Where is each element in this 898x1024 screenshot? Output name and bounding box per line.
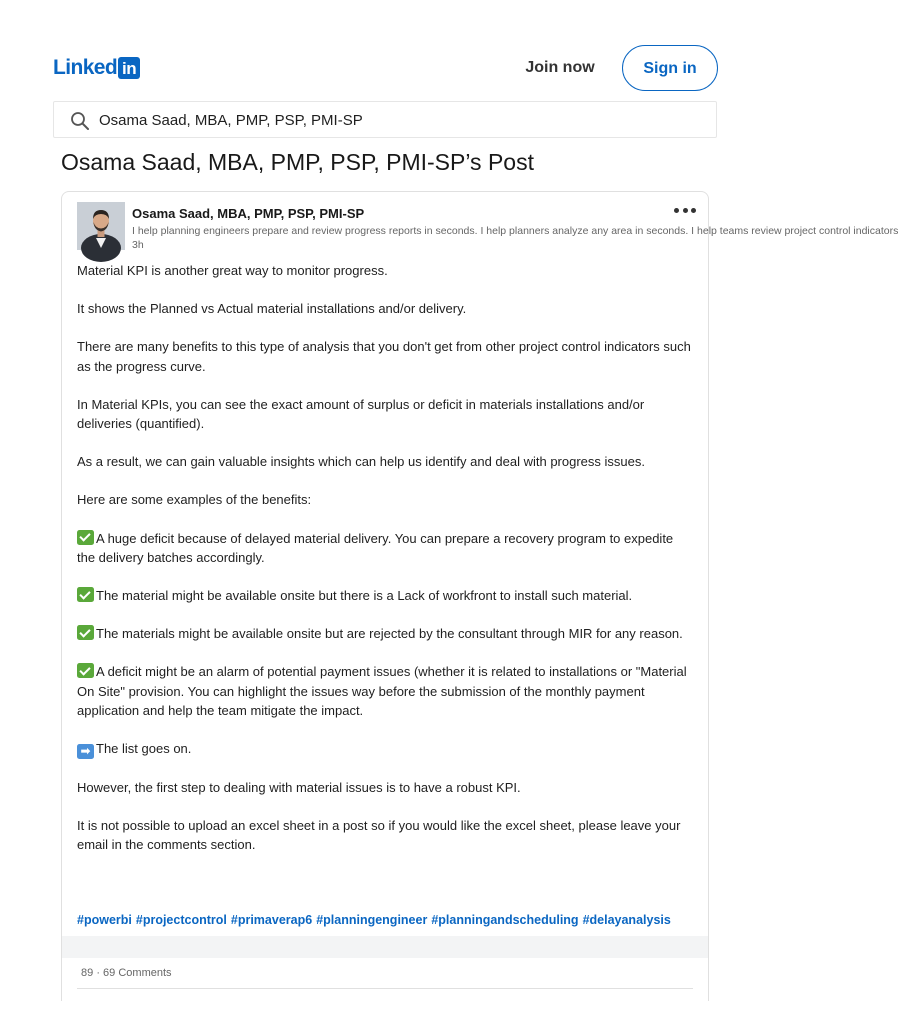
hashtag-link[interactable]: #primaverap6 (230, 913, 313, 927)
sign-in-button[interactable]: Sign in (622, 45, 718, 91)
count-separator: · (96, 967, 100, 979)
post-paragraph: Here are some examples of the benefits: (77, 492, 312, 508)
avatar[interactable] (77, 202, 125, 250)
search-bar[interactable] (53, 101, 717, 138)
hashtag-link[interactable]: #powerbi (77, 913, 132, 927)
avatar-photo (77, 202, 125, 250)
benefit-item (77, 662, 693, 720)
search-input-value[interactable]: Osama Saad, MBA, PMP, PSP, PMI-SP (99, 112, 363, 129)
search-icon (70, 111, 90, 131)
post-paragraph: However, the first step to dealing with material issues is to have a robust KPI. (77, 780, 521, 796)
check-mark-icon (77, 530, 94, 545)
post-body (77, 261, 693, 874)
page-title: Osama Saad, MBA, PMP, PSP, PMI-SP’s Post (61, 149, 534, 175)
post-timestamp: 3h (132, 239, 144, 251)
hashtag-link[interactable]: #delayanalysis (582, 913, 671, 927)
benefit-text: A deficit might be an alarm of potential payment issues (whether it is related to installations or "Material On Site" provision. You can highlight the issues way before the submission of the monthly payment application and help the team mitigate the impact. (77, 664, 687, 718)
benefit-item (77, 529, 693, 567)
divider (77, 988, 693, 989)
linkedin-logo[interactable] (53, 57, 140, 79)
logo-word: Linked (53, 56, 118, 79)
check-mark-icon (77, 663, 94, 678)
join-now-button[interactable]: Join now (514, 52, 606, 84)
social-counts (81, 966, 172, 980)
check-mark-icon (77, 587, 94, 602)
post-paragraph: As a result, we can gain valuable insights which can help us identify and deal with progress issues. (77, 454, 645, 470)
logo-in-box: in (118, 57, 140, 79)
benefit-item (77, 586, 693, 605)
top-nav (0, 0, 768, 100)
comment-count[interactable]: 69 Comments (103, 967, 172, 979)
hashtag-link[interactable]: #projectcontrol (135, 913, 227, 927)
more-dots-icon[interactable] (673, 202, 697, 218)
hashtag-link[interactable]: #planningandscheduling (431, 913, 579, 927)
post-author-name[interactable]: Osama Saad, MBA, PMP, PSP, PMI-SP (132, 206, 365, 221)
post-paragraph: There are many benefits to this type of analysis that you don't get from other project control indicators such as the progress curve. (77, 339, 691, 374)
post-paragraph: In Material KPIs, you can see the exact amount of surplus or deficit in materials installations and/or deliveries (quantified). (77, 396, 645, 432)
list-goes-on (77, 739, 693, 759)
hashtag-link[interactable]: #planningengineer (316, 913, 428, 927)
benefit-item (77, 624, 693, 643)
dot (674, 208, 679, 213)
hashtag-list (77, 912, 675, 929)
dot (683, 208, 688, 213)
benefit-text: The material might be available onsite but there is a Lack of workfront to install such material. (96, 588, 633, 604)
dot (691, 208, 696, 213)
post-paragraph: It shows the Planned vs Actual material installations and/or delivery. (77, 301, 467, 317)
right-arrow-icon: ➡ (77, 744, 94, 759)
reaction-count[interactable]: 89 (81, 967, 94, 979)
post-paragraph: Material KPI is another great way to monitor progress. (77, 263, 388, 278)
benefit-text: A huge deficit because of delayed material delivery. You can prepare a recovery program to expedite the delivery batches accordingly. (77, 530, 674, 565)
benefit-text: The materials might be available onsite but are rejected by the consultant through MIR for any reason. (96, 626, 683, 642)
post-paragraph: It is not possible to upload an excel sheet in a post so if you would like the excel sheet, please leave your email in the comments section. (77, 818, 681, 853)
post-author-headline: I help planning engineers prepare and review progress reports in seconds. I help planners analyze any area in seconds. I help teams review project control indicators (132, 225, 898, 237)
post-card (61, 191, 898, 1001)
list-goes-on-text: The list goes on. (96, 741, 192, 757)
check-mark-icon (77, 625, 94, 640)
media-placeholder (62, 936, 708, 958)
